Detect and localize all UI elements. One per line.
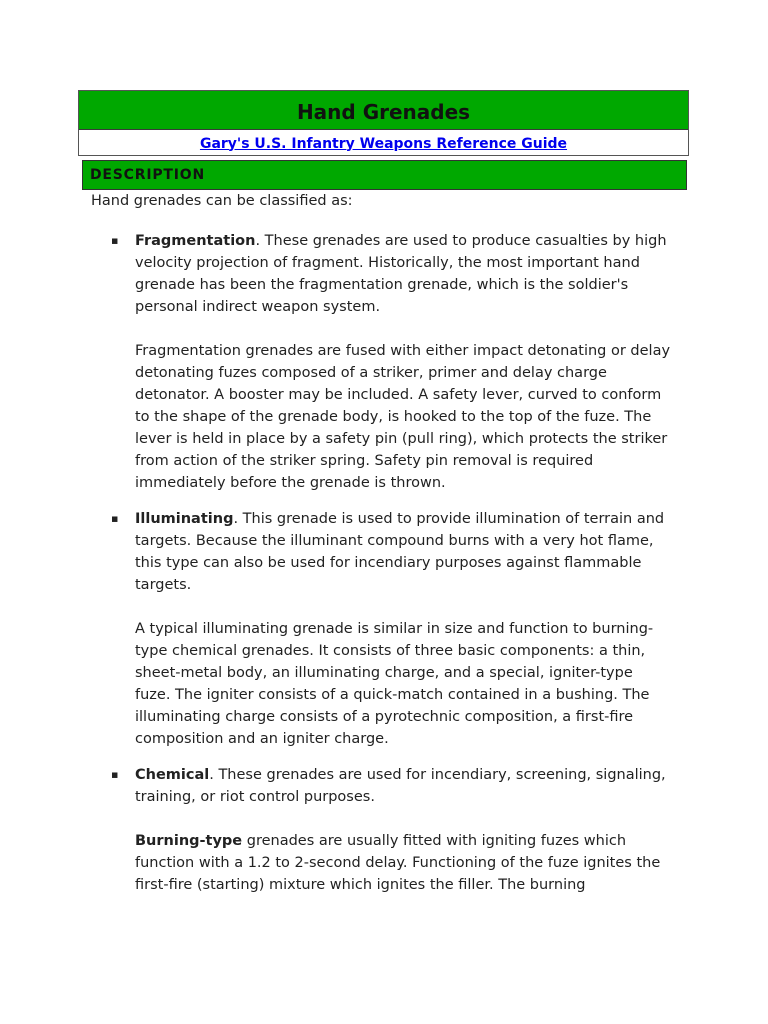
subtitle-row [79, 130, 688, 157]
bullet-icon: ▪ [111, 512, 119, 525]
item-term: Fragmentation [135, 233, 256, 249]
grenade-types-list [91, 230, 671, 896]
list-item-chemical [91, 764, 671, 896]
bullet-icon: ▪ [111, 234, 119, 247]
bullet-icon: ▪ [111, 768, 119, 781]
title-banner [79, 91, 688, 130]
item-lead-text: . These grenades are used for incendiary, screening, signaling, training, or riot control purposes. [135, 767, 666, 805]
item-paragraph [135, 830, 671, 896]
section-label: DESCRIPTION [90, 167, 205, 183]
item-term: Chemical [135, 767, 210, 783]
main-content [91, 190, 671, 910]
intro-text: Hand grenades can be classified as: [91, 193, 353, 209]
page-header [78, 90, 689, 156]
list-item-illuminating [91, 508, 671, 750]
item-paragraph: Fragmentation grenades are fused with either impact detonating or delay detonating fuzes composed of a striker, primer and delay charge detonator. A booster may be included. A safety lever, curved to conform to the shape of the grenade body, is hooked to the top of the fuze. The lever is held in place by a safety pin (pull ring), which protects the striker from action of the striker spring. Safety pin removal is required immediately before the grenade is thrown. [135, 343, 671, 491]
reference-guide-link[interactable]: Gary's U.S. Infantry Weapons Reference Guide [199, 135, 568, 152]
item-term: Illuminating [135, 511, 234, 527]
sub-text: grenades are usually fitted with igniting fuzes which function with a 1.2 to 2-second delay. Functioning of the fuze ignites the first-fire (starting) mixture which ignites the filler. The burning [135, 833, 661, 893]
item-lead [135, 764, 671, 808]
item-lead [135, 230, 671, 318]
list-item-fragmentation [91, 230, 671, 494]
item-lead-text: . These grenades are used to produce casualties by high velocity projection of fragment. Historically, the most important hand grenade has been the fragmentation grenade, which is the soldier's personal indirect weapon system. [135, 233, 667, 315]
page-title: Hand Grenades [296, 100, 471, 124]
sub-term: Burning-type [135, 833, 243, 849]
item-lead [135, 508, 671, 596]
item-lead-text: . This grenade is used to provide illumination of terrain and targets. Because the illuminant compound burns with a very hot flame, this type can also be used for incendiary purposes against flammable targets. [135, 511, 665, 593]
section-header [82, 160, 687, 190]
item-paragraph: A typical illuminating grenade is similar in size and function to burning-type chemical grenades. It consists of three basic components: a thin, sheet-metal body, an illuminating charge, and a special, igniter-type fuze. The igniter consists of a quick-match contained in a bushing. The illuminating charge consists of a pyrotechnic composition, a first-fire composition and an igniter charge. [135, 621, 654, 747]
